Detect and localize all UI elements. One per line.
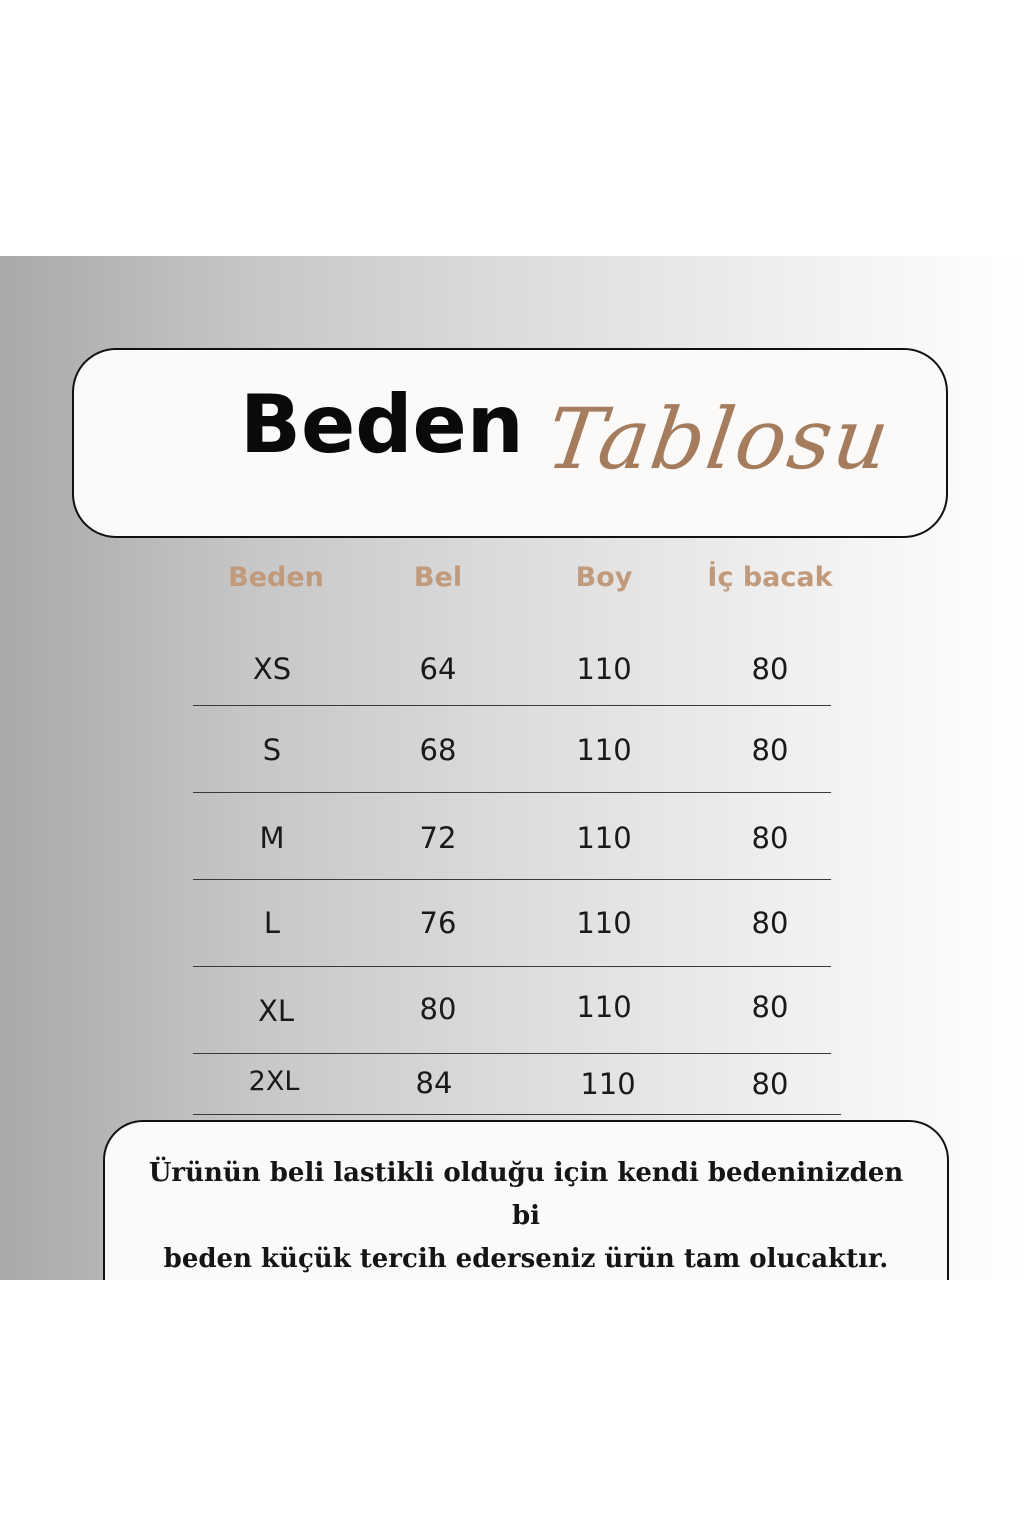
table-cell: 72 [419,821,457,855]
table-cell: 110 [576,906,632,940]
header-boy: Boy [575,562,633,593]
table-cell: 110 [576,821,632,855]
table-cell: 80 [751,652,789,686]
table-cell: 80 [751,821,789,855]
table-cell: L [263,906,281,940]
header-ic-bacak: İç bacak [707,562,833,593]
title-box [72,348,948,538]
table-cell: 110 [576,652,632,686]
table-cell: S [262,733,282,767]
table-cell: 80 [419,992,457,1026]
row-divider [193,1053,831,1054]
title-script: Tablosu [541,390,897,488]
size-chart-panel [0,256,1024,1280]
note-text [145,1152,907,1280]
table-cell: 84 [415,1066,453,1100]
table-cell: 80 [751,733,789,767]
table-cell: 76 [419,906,457,940]
table-cell: 110 [580,1067,636,1101]
row-divider [193,966,831,967]
header-bel: Bel [413,562,463,593]
table-cell: XS [252,652,292,686]
table-cell: 2XL [248,1066,300,1097]
row-divider [193,1114,841,1115]
row-divider [193,879,831,880]
table-cell: 110 [576,990,632,1024]
table-cell: 80 [751,906,789,940]
table-cell: M [259,821,285,855]
note-line-2: beden küçük tercih ederseniz ürün tam olucaktır. [163,1244,889,1274]
note-box [103,1120,949,1280]
row-divider [193,792,831,793]
row-divider [193,705,831,706]
table-cell: 80 [751,1067,789,1101]
title-bold: Beden [240,378,524,471]
table-cell: 110 [576,733,632,767]
table-cell: 80 [751,990,789,1024]
note-line-1: Ürünün beli lastikli olduğu için kendi bedeninizden bi [148,1158,904,1231]
header-beden: Beden [228,562,324,593]
table-cell: XL [257,994,295,1028]
table-cell: 68 [419,733,457,767]
table-cell: 64 [419,652,457,686]
